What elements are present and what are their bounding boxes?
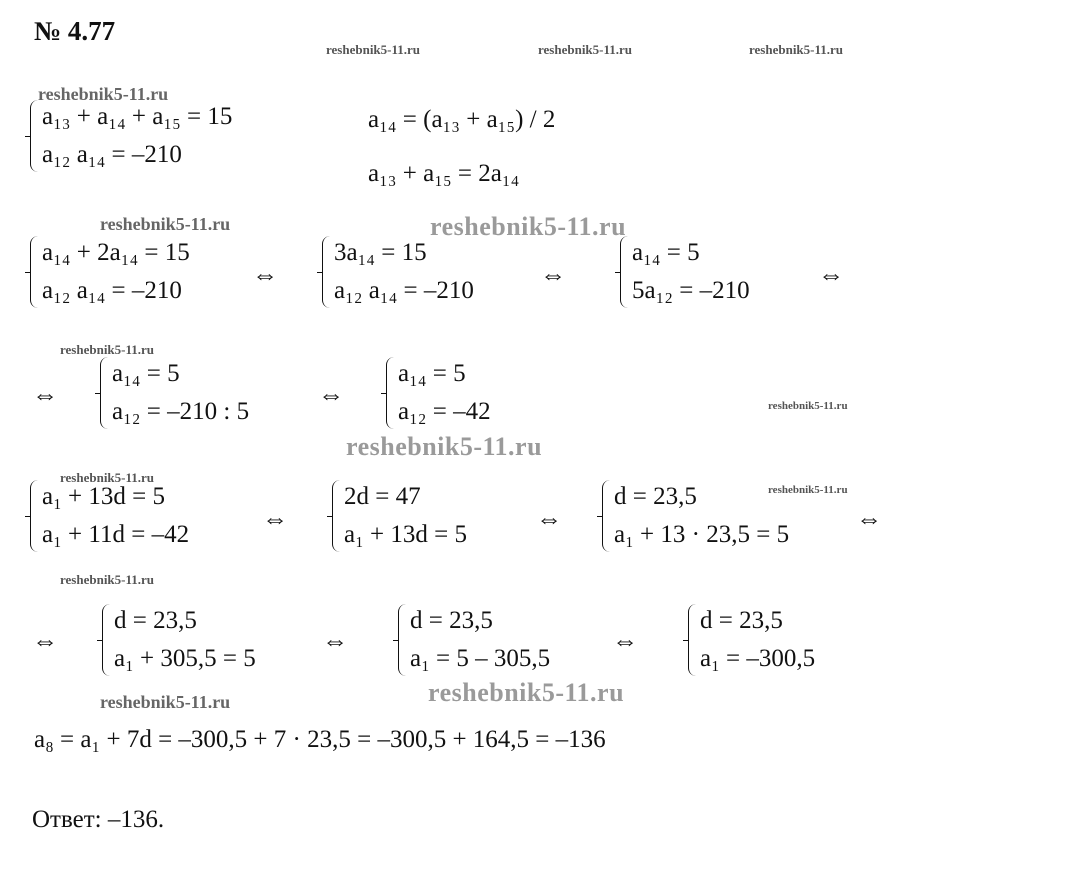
equation-line: d = 23,5	[114, 607, 197, 634]
formula-mean: a₁₄ = (a₁₃ + a₁₅) / 2	[368, 106, 556, 133]
equation-line: 5a₁₂ = –210	[632, 277, 750, 304]
watermark: reshebnik5-11.ru	[430, 212, 627, 241]
equation-line: d = 23,5	[614, 483, 697, 510]
equivalence-symbol: ⇔	[32, 380, 58, 409]
equation-line: a₁₄ = 5	[112, 360, 180, 387]
equation-system-2b	[322, 234, 474, 310]
equivalence-symbol: ⇔	[536, 504, 562, 533]
watermark: reshebnik5-11.ru	[768, 484, 848, 496]
equation-line: a₁₂ = –210 : 5	[112, 398, 250, 425]
watermark: reshebnik5-11.ru	[60, 342, 155, 357]
equation-line: a₁₃ + a₁₄ + a₁₅ = 15	[42, 103, 233, 130]
equation-system-5c	[688, 602, 815, 678]
equation-system-1	[30, 98, 232, 174]
equation-line: a₁₂ a₁₄ = –210	[42, 141, 182, 168]
equation-system-5b	[398, 602, 550, 678]
equation-line: a₁ + 13d = 5	[344, 521, 468, 548]
watermark: reshebnik5-11.ru	[749, 42, 844, 57]
watermark: reshebnik5-11.ru	[60, 572, 155, 587]
final-calculation: a₈ = a₁ + 7d = –300,5 + 7 · 23,5 = –300,5 + 164,5 = –136	[34, 726, 606, 753]
equivalence-symbol: ⇔	[856, 504, 882, 533]
equation-line: a₁ + 13 · 23,5 = 5	[614, 521, 790, 548]
equivalence-symbol: ⇔	[252, 260, 278, 289]
watermark: reshebnik5-11.ru	[100, 214, 231, 234]
watermark: reshebnik5-11.ru	[100, 692, 231, 712]
formula-sum: a₁₃ + a₁₅ = 2a₁₄	[368, 160, 520, 187]
equation-system-4b	[332, 478, 467, 554]
equation-line: a₁₄ = 5	[632, 239, 700, 266]
equation-line: 3a₁₄ = 15	[334, 239, 427, 266]
equation-system-4c	[602, 478, 789, 554]
equation-line: a₁ + 305,5 = 5	[114, 645, 256, 672]
equation-line: d = 23,5	[700, 607, 783, 634]
equivalence-symbol: ⇔	[612, 626, 638, 655]
watermark: reshebnik5-11.ru	[60, 470, 155, 485]
equation-line: a₁₄ = 5	[398, 360, 466, 387]
equivalence-symbol: ⇔	[818, 260, 844, 289]
equation-line: a₁ = –300,5	[700, 645, 816, 672]
equivalence-symbol: ⇔	[318, 380, 344, 409]
equation-system-5a	[102, 602, 256, 678]
equation-line: a₁₂ a₁₄ = –210	[334, 277, 474, 304]
equation-line: a₁₂ a₁₄ = –210	[42, 277, 182, 304]
watermark: reshebnik5-11.ru	[326, 42, 421, 57]
answer: Ответ: –136.	[32, 806, 165, 833]
equation-system-3a	[100, 355, 249, 431]
equivalence-symbol: ⇔	[322, 626, 348, 655]
watermark: reshebnik5-11.ru	[768, 400, 848, 412]
watermark: reshebnik5-11.ru	[428, 678, 625, 707]
equation-line: a₁₄ + 2a₁₄ = 15	[42, 239, 190, 266]
equation-system-2a	[30, 234, 190, 310]
equation-line: a₁ + 13d = 5	[42, 483, 166, 510]
equation-line: 2d = 47	[344, 483, 421, 510]
equivalence-symbol: ⇔	[32, 626, 58, 655]
watermark: reshebnik5-11.ru	[38, 84, 169, 104]
equivalence-symbol: ⇔	[540, 260, 566, 289]
equation-line: a₁ = 5 – 305,5	[410, 645, 551, 672]
equation-line: a₁₂ = –42	[398, 398, 491, 425]
watermark: reshebnik5-11.ru	[346, 432, 543, 461]
equation-system-4a	[30, 478, 189, 554]
problem-number: № 4.77	[34, 16, 116, 46]
equivalence-symbol: ⇔	[262, 504, 288, 533]
watermark: reshebnik5-11.ru	[538, 42, 633, 57]
equation-line: d = 23,5	[410, 607, 493, 634]
equation-line: a₁ + 11d = –42	[42, 521, 190, 548]
equation-system-3b	[386, 355, 491, 431]
equation-system-2c	[620, 234, 750, 310]
